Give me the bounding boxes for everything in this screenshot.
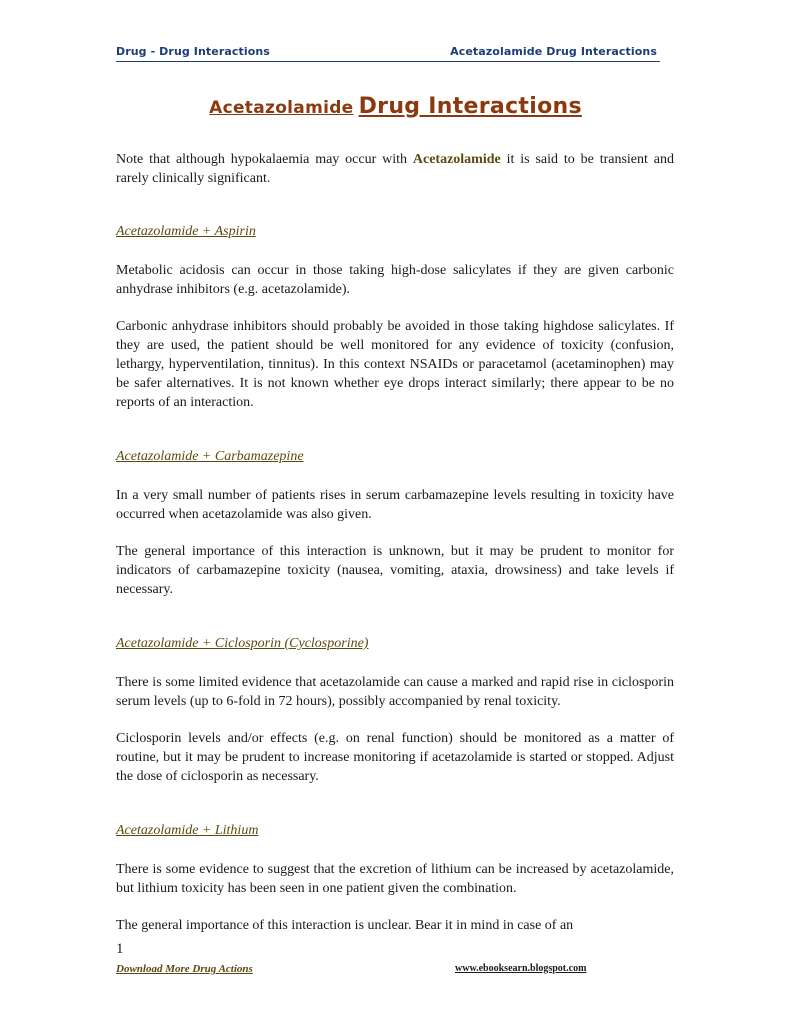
section-title-lithium: Acetazolamide + Lithium (116, 823, 259, 838)
paragraph: The general importance of this interaction is unknown, but it may be prudent to monitor for indicators of carbamazepine toxicity (nausea, vomiting, ataxia, drowsiness) and take levels if necessary. (116, 544, 674, 597)
running-header (116, 45, 660, 62)
paragraph: Carbonic anhydrase inhibitors should probably be avoided in those taking highdose salicylates. If they are used, the patient should be well monitored for any evidence of toxicity (confusion, lethargy, hyperventilation, tinnitus). In this context NSAIDs or paracetamol (acetaminophen) may be safer alternatives. It is not known whether eye drops interact similarly; there appear to be no reports of an interaction. (116, 319, 674, 410)
paragraph: There is some limited evidence that acetazolamide can cause a marked and rapid rise in ciclosporin serum levels (up to 6-fold in 72 hours), possibly accompanied by renal toxicity. (116, 675, 674, 709)
title-drug: Acetazolamide (209, 98, 354, 118)
footer-website-link[interactable]: www.ebooksearn.blogspot.com (455, 963, 587, 974)
section-title-carbamazepine: Acetazolamide + Carbamazepine (116, 449, 304, 464)
footer-download-link[interactable]: Download More Drug Actions (116, 963, 253, 975)
intro-paragraph: Note that although hypokalaemia may occur with Acetazolamide it is said to be transient and rarely clinically significant. (116, 152, 674, 186)
document-body (116, 150, 674, 953)
page-title (0, 94, 791, 119)
header-right: Acetazolamide Drug Interactions (450, 45, 657, 58)
running-footer (116, 963, 616, 977)
intro-drug-name: Acetazolamide (412, 152, 501, 167)
page-number: 1 (116, 941, 124, 957)
section-title-aspirin: Acetazolamide + Aspirin (116, 224, 256, 239)
paragraph: The general importance of this interaction is unclear. Bear it in mind in case of an (116, 918, 574, 933)
paragraph: There is some evidence to suggest that the excretion of lithium can be increased by acetazolamide, but lithium toxicity has been seen in one patient given the combination. (116, 862, 674, 896)
paragraph: Metabolic acidosis can occur in those taking high-dose salicylates if they are given carbonic anhydrase inhibitors (e.g. acetazolamide). (116, 263, 674, 297)
section-title-ciclosporin: Acetazolamide + Ciclosporin (Cyclosporine) (116, 636, 369, 651)
header-left: Drug - Drug Interactions (116, 45, 270, 58)
title-rest: Drug Interactions (358, 94, 582, 119)
paragraph: In a very small number of patients rises in serum carbamazepine levels resulting in toxicity have occurred when acetazolamide was also given. (116, 488, 674, 522)
paragraph: Ciclosporin levels and/or effects (e.g. on renal function) should be monitored as a matter of routine, but it may be prudent to increase monitoring if acetazolamide is started or stopped. Adjust the dose of ciclosporin as necessary. (116, 731, 674, 784)
